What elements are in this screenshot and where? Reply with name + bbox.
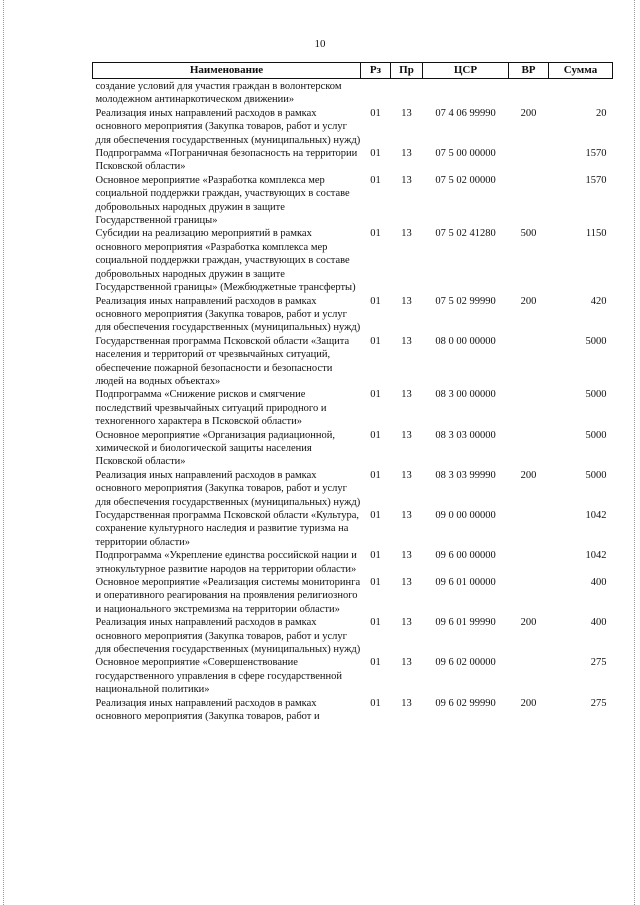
table-row — [93, 429, 613, 469]
header-row — [93, 63, 613, 79]
row-name: Подпрограмма «Укрепление единства российской нации и этнокультурное развитие народов на территории области» — [95, 550, 357, 575]
row-csr: 07 5 02 99990 — [435, 295, 496, 307]
table-row — [93, 107, 613, 147]
row-rz: 01 — [370, 148, 381, 160]
row-sum: 1042 — [585, 510, 607, 521]
row-csr: 08 0 00 00000 — [435, 335, 496, 347]
row-csr: 09 6 02 00000 — [435, 657, 496, 669]
row-rz: 01 — [370, 617, 381, 629]
table-row — [93, 509, 613, 549]
row-rz: 01 — [370, 577, 381, 589]
row-name: Основное мероприятие «Разработка комплекса мер социальной поддержки граждан, участвующих в составе добровольных народных дружин в защите Государственной границы» — [95, 174, 350, 227]
row-csr: 09 6 02 99990 — [435, 697, 496, 709]
row-name: Основное мероприятие «Организация радиационной, химической и биологической защиты населения Псковской области» — [95, 429, 336, 468]
header-vr: ВР — [509, 63, 549, 79]
row-csr: 07 5 02 00000 — [435, 174, 496, 186]
row-pr: 13 — [401, 697, 412, 709]
scan-edge-right — [634, 0, 635, 905]
row-sum: 400 — [590, 617, 607, 629]
row-pr: 13 — [401, 107, 412, 119]
row-name: Реализация иных направлений расходов в рамках основного мероприятия (Закупка товаров, работ и услуг для обеспечения государственных (муниципальных) нужд) — [95, 617, 361, 656]
row-vr: 200 — [520, 617, 537, 629]
row-sum: 5000 — [585, 389, 607, 401]
row-vr: 200 — [520, 697, 537, 709]
row-csr: 07 5 00 00000 — [435, 148, 496, 160]
row-pr: 13 — [401, 174, 412, 186]
row-rz: 01 — [370, 657, 381, 669]
row-csr: 07 4 06 99990 — [435, 107, 496, 119]
row-sum: 5000 — [585, 429, 607, 441]
row-csr: 09 6 00 00000 — [435, 550, 496, 562]
row-rz: 01 — [370, 469, 381, 481]
row-name: Реализация иных направлений расходов в рамках основного мероприятия (Закупка товаров, работ и услуг для обеспечения государственных (муниципальных) нужд) — [95, 107, 361, 146]
row-sum: 400 — [590, 577, 607, 589]
row-pr: 13 — [401, 148, 412, 160]
row-vr — [509, 429, 549, 469]
table-row — [93, 656, 613, 696]
header-csr: ЦСР — [423, 63, 509, 79]
table-row — [93, 227, 613, 294]
row-name: создание условий для участия граждан в волонтерском молодежном антинаркотическом движении» — [95, 81, 342, 106]
row-sum: 5000 — [585, 335, 607, 347]
row-name: Подпрограмма «Пограничная безопасность на территории Псковской области» — [95, 148, 358, 173]
row-pr: 13 — [401, 295, 412, 307]
row-rz: 01 — [370, 550, 381, 562]
row-vr — [509, 79, 549, 107]
row-pr: 13 — [401, 550, 412, 562]
row-pr: 13 — [401, 335, 412, 347]
row-name: Основное мероприятие «Реализация системы мониторинга и оперативного реагирования на проявления религиозного и национального экстремизма на территории области» — [95, 577, 361, 615]
row-rz: 01 — [370, 335, 381, 347]
row-vr — [509, 576, 549, 616]
row-pr — [391, 79, 423, 107]
row-sum: 1150 — [585, 228, 607, 240]
row-vr — [509, 549, 549, 576]
row-name: Субсидии на реализацию мероприятий в рамках основного мероприятия «Разработка комплекса мер социальной поддержки граждан, участвующих в составе добровольных народных дружин в защите Государственной границы» (Межбюджетные трансферты) — [95, 228, 356, 294]
table-row — [93, 295, 613, 335]
row-name: Подпрограмма «Снижение рисков и смягчение последствий чрезвычайных ситуаций природного и техногенного характера в Псковской области» — [95, 389, 327, 428]
row-name: Основное мероприятие «Совершенствование государственного управления в сфере государственной национальной политики» — [95, 657, 343, 696]
row-rz: 01 — [370, 228, 381, 240]
row-csr: 08 3 03 00000 — [435, 429, 496, 441]
row-pr: 13 — [401, 389, 412, 401]
row-csr: 07 5 02 41280 — [435, 228, 496, 240]
row-csr: 08 3 00 00000 — [435, 389, 496, 401]
row-vr — [509, 335, 549, 389]
scan-edge-left — [3, 0, 4, 905]
row-rz: 01 — [370, 389, 381, 401]
row-csr — [423, 79, 509, 107]
row-sum — [549, 79, 613, 107]
table-row — [93, 174, 613, 228]
row-sum: 20 — [596, 107, 607, 119]
table-row — [93, 335, 613, 389]
row-csr: 08 3 03 99990 — [435, 469, 496, 481]
table-row — [93, 576, 613, 616]
row-vr: 200 — [520, 295, 537, 307]
row-sum: 275 — [590, 657, 607, 669]
page-number: 10 — [314, 38, 326, 50]
row-name: Реализация иных направлений расходов в рамках основного мероприятия (Закупка товаров, работ и — [95, 697, 320, 723]
table-row — [93, 388, 613, 428]
row-pr: 13 — [401, 228, 412, 240]
row-pr: 13 — [401, 577, 412, 589]
row-vr: 200 — [520, 469, 537, 481]
table-row — [93, 469, 613, 509]
row-pr: 13 — [401, 469, 412, 481]
row-sum: 1570 — [585, 174, 607, 186]
row-csr: 09 6 01 99990 — [435, 617, 496, 629]
table-row — [93, 549, 613, 576]
table-row — [93, 697, 613, 724]
row-pr: 13 — [401, 510, 412, 521]
row-vr — [509, 509, 549, 549]
row-vr: 500 — [520, 228, 537, 240]
row-sum: 1042 — [585, 550, 607, 562]
row-sum: 275 — [590, 697, 607, 709]
header-name: Наименование — [93, 63, 361, 79]
header-pr: Пр — [391, 63, 423, 79]
row-vr — [509, 174, 549, 228]
row-rz — [361, 79, 391, 107]
row-rz: 01 — [370, 697, 381, 709]
header-sum: Сумма — [549, 63, 613, 79]
row-vr — [509, 147, 549, 174]
row-csr: 09 0 00 00000 — [435, 510, 496, 521]
row-name: Государственная программа Псковской области «Защита населения и территорий от чрезвычайных ситуаций, обеспечение пожарной безопасности и безопасности людей на водных объектах» — [95, 335, 350, 387]
row-sum: 1570 — [585, 148, 607, 160]
row-vr: 200 — [520, 107, 537, 119]
table-row — [93, 79, 613, 107]
row-vr — [509, 656, 549, 696]
row-rz: 01 — [370, 429, 381, 441]
row-name: Реализация иных направлений расходов в рамках основного мероприятия (Закупка товаров, работ и услуг для обеспечения государственных (муниципальных) нужд) — [95, 469, 361, 508]
row-rz: 01 — [370, 174, 381, 186]
row-rz: 01 — [370, 510, 381, 521]
row-rz: 01 — [370, 295, 381, 307]
row-csr: 09 6 01 00000 — [435, 577, 496, 589]
row-pr: 13 — [401, 617, 412, 629]
budget-table — [92, 62, 613, 724]
row-pr: 13 — [401, 657, 412, 669]
row-sum: 5000 — [585, 469, 607, 481]
header-rz: Рз — [361, 63, 391, 79]
table-row — [93, 147, 613, 174]
row-vr — [509, 388, 549, 428]
row-name: Государственная программа Псковской области «Культура, сохранение культурного наследия и развитие туризма на территории области» — [95, 510, 360, 548]
table-body — [93, 79, 613, 724]
row-sum: 420 — [590, 295, 607, 307]
row-name: Реализация иных направлений расходов в рамках основного мероприятия (Закупка товаров, работ и услуг для обеспечения государственных (муниципальных) нужд) — [95, 295, 361, 334]
row-pr: 13 — [401, 429, 412, 441]
row-rz: 01 — [370, 107, 381, 119]
table-row — [93, 616, 613, 656]
table-header — [93, 63, 613, 79]
